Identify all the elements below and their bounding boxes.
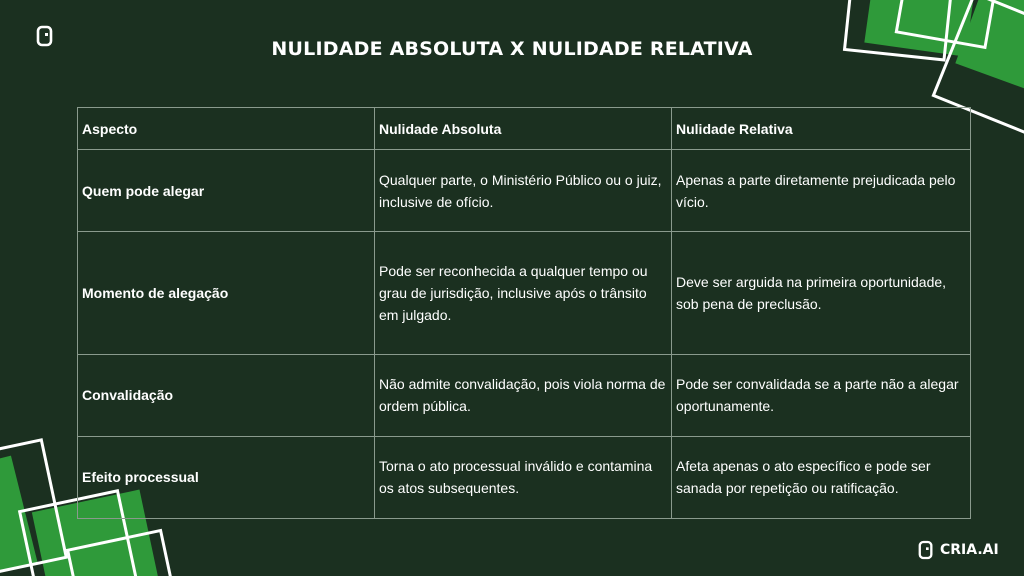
brand-logo (918, 538, 999, 562)
row-relative: Pode ser convalidada se a parte não a alegar oportunamente. (672, 354, 971, 436)
cria-logo-icon (918, 540, 934, 560)
page-title: NULIDADE ABSOLUTA X NULIDADE RELATIVA (271, 38, 753, 60)
row-aspect: Momento de alegação (78, 232, 375, 354)
brand-name: CRIA.AI (940, 542, 999, 558)
table-row (78, 436, 971, 518)
row-aspect: Convalidação (78, 354, 375, 436)
row-aspect: Efeito processual (78, 436, 375, 518)
row-absolute: Torna o ato processual inválido e contamina os atos subsequentes. (375, 436, 672, 518)
row-relative: Deve ser arguida na primeira oportunidade, sob pena de preclusão. (672, 232, 971, 354)
table-row (78, 354, 971, 436)
table-header-row (78, 108, 971, 150)
comparison-table (77, 107, 971, 519)
header-absolute: Nulidade Absoluta (375, 108, 672, 150)
row-absolute: Qualquer parte, o Ministério Público ou o juiz, inclusive de ofício. (375, 150, 672, 232)
row-absolute: Pode ser reconhecida a qualquer tempo ou grau de jurisdição, inclusive após o trânsito em julgado. (375, 232, 672, 354)
row-relative: Apenas a parte diretamente prejudicada pelo vício. (672, 150, 971, 232)
header-aspect: Aspecto (78, 108, 375, 150)
row-relative: Afeta apenas o ato específico e pode ser sanada por repetição ou ratificação. (672, 436, 971, 518)
row-aspect: Quem pode alegar (78, 150, 375, 232)
row-absolute: Não admite convalidação, pois viola norma de ordem pública. (375, 354, 672, 436)
table-row (78, 150, 971, 232)
table-row (78, 232, 971, 354)
header-relative: Nulidade Relativa (672, 108, 971, 150)
